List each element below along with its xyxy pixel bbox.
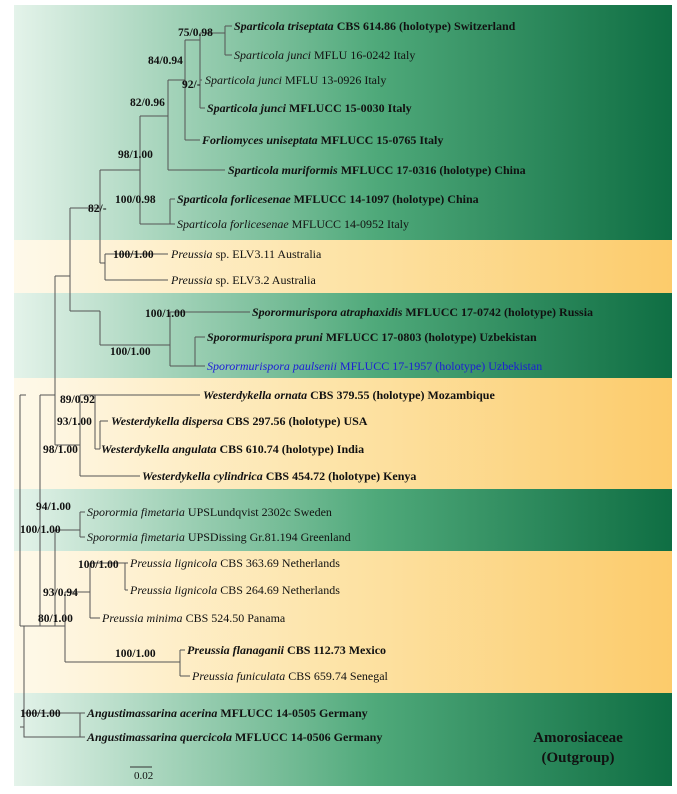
taxon-voucher: sp. ELV3.11 Australia (212, 247, 322, 261)
taxon-name: Sparticola junci (234, 48, 311, 62)
taxon-name: Sparticola forlicesenae (177, 192, 291, 206)
support-value: 98/1.00 (43, 444, 78, 456)
taxon-name: Preussia flanaganii (187, 643, 285, 657)
taxon-name: Preussia lignicola (130, 583, 218, 597)
taxon-voucher: CBS 610.74 (holotype) India (216, 442, 365, 456)
scale-bar-label: 0.02 (134, 770, 154, 782)
support-value: 82/0.96 (130, 97, 165, 109)
support-value: 92/- (182, 79, 201, 91)
taxon-voucher: MFLUCC 17-0742 (holotype) Russia (402, 305, 594, 319)
taxon-label (207, 330, 537, 344)
taxon-label (203, 388, 495, 402)
taxon-name: Preussia funiculata (192, 669, 286, 683)
taxon-voucher: UPSDissing Gr.81.194 Greenland (184, 530, 351, 544)
taxon-voucher: MFLUCC 15-0765 Italy (317, 133, 444, 147)
taxon-label (191, 669, 389, 683)
taxon-label (142, 469, 416, 483)
taxon-voucher: CBS 112.73 Mexico (284, 643, 387, 657)
taxon-label (187, 643, 386, 657)
taxon-voucher: UPSLundqvist 2302c Sweden (184, 505, 332, 519)
taxon-voucher: MFLUCC 17-1957 (holotype) Uzbekistan (336, 359, 543, 373)
taxon-label (177, 192, 479, 206)
support-value: 100/1.00 (115, 648, 156, 660)
taxon-label (234, 19, 516, 33)
taxon-voucher: MFLUCC 17-0803 (holotype) Uzbekistan (322, 330, 537, 344)
support-value: 75/0.98 (178, 27, 213, 39)
taxon-name: Sporormurispora pruni (207, 330, 323, 344)
support-value: 100/1.00 (145, 308, 186, 320)
taxon-voucher: CBS 659.74 Senegal (285, 669, 388, 683)
taxon-name: Angustimassarina acerina (87, 706, 218, 720)
taxon-name: Preussia minima (102, 611, 183, 625)
taxon-voucher: CBS 264.69 Netherlands (217, 583, 340, 597)
taxon-name: Westerdykella angulata (101, 442, 217, 456)
outgroup-label-line2: (Outgroup) (541, 750, 615, 766)
taxon-name: Angustimassarina quercicola (87, 730, 233, 744)
support-value: 94/1.00 (36, 501, 71, 513)
scale-bar (130, 767, 153, 782)
taxon-label (207, 359, 542, 373)
taxon-voucher: CBS 454.72 (holotype) Kenya (262, 469, 417, 483)
taxon-name: Sparticola junci (205, 73, 282, 87)
support-value: 100/1.00 (110, 346, 151, 358)
taxon-voucher: CBS 297.56 (holotype) USA (223, 414, 368, 428)
support-value: 89/0.92 (60, 394, 95, 406)
taxon-voucher: CBS 524.50 Panama (182, 611, 286, 625)
support-value: 100/0.98 (115, 194, 156, 206)
taxon-name: Sporormurispora paulsenii (207, 359, 337, 373)
taxon-label (86, 730, 382, 744)
taxon-label (101, 611, 286, 625)
taxon-label (234, 48, 415, 62)
support-value: 93/1.00 (57, 416, 92, 428)
taxon-voucher: MFLUCC 14-0506 Germany (232, 730, 383, 744)
taxon-name: Westerdykella ornata (203, 388, 308, 402)
taxon-label (86, 706, 368, 720)
support-value: 100/1.00 (20, 524, 61, 536)
support-value: 84/0.94 (148, 55, 183, 67)
taxon-voucher: MFLUCC 17-0316 (holotype) China (337, 163, 526, 177)
taxon-label (170, 273, 316, 287)
taxon-voucher: MFLUCC 15-0030 Italy (286, 101, 412, 115)
taxon-name: Sparticola junci (207, 101, 287, 115)
taxon-name: Sporormurispora atraphaxidis (252, 305, 403, 319)
outgroup-label-line1: Amorosiaceae (533, 730, 623, 746)
support-value: 98/1.00 (118, 149, 153, 161)
taxon-voucher: MFLUCC 14-0952 Italy (288, 217, 409, 231)
taxon-label (205, 73, 386, 87)
taxon-name: Preussia lignicola (130, 556, 218, 570)
support-value: 80/1.00 (38, 613, 73, 625)
taxon-name: Sparticola forlicesenae (177, 217, 289, 231)
taxon-name: Preussia (171, 273, 213, 287)
taxon-label (170, 247, 322, 261)
support-value: 100/1.00 (78, 559, 119, 571)
taxon-name: Sporormia fimetaria (87, 530, 185, 544)
taxon-label (228, 163, 526, 177)
taxon-label (201, 133, 443, 147)
taxon-label (101, 442, 364, 456)
taxon-voucher: CBS 363.69 Netherlands (217, 556, 340, 570)
taxon-voucher: MFLU 13-0926 Italy (282, 73, 387, 87)
taxon-label (129, 583, 340, 597)
taxon-label (129, 556, 340, 570)
taxon-name: Westerdykella dispersa (111, 414, 224, 428)
taxon-label (252, 305, 593, 319)
taxon-voucher: MFLUCC 14-0505 Germany (217, 706, 368, 720)
taxon-voucher: sp. ELV3.2 Australia (212, 273, 316, 287)
taxon-voucher: MFLUCC 14-1097 (holotype) China (290, 192, 479, 206)
taxon-name: Sparticola triseptata (234, 19, 334, 33)
support-value: 100/1.00 (20, 708, 61, 720)
taxon-name: Westerdykella cylindrica (142, 469, 263, 483)
taxon-voucher: CBS 379.55 (holotype) Mozambique (307, 388, 495, 402)
taxon-name: Sporormia fimetaria (87, 505, 185, 519)
taxon-name: Forliomyces uniseptata (202, 133, 318, 147)
taxon-label (87, 530, 351, 544)
taxon-label (177, 217, 409, 231)
support-value: 82/- (88, 203, 107, 215)
taxon-label (87, 505, 332, 519)
taxon-voucher: CBS 614.86 (holotype) Switzerland (333, 19, 516, 33)
taxon-voucher: MFLU 16-0242 Italy (311, 48, 416, 62)
support-value: 93/0.94 (43, 587, 78, 599)
taxon-name: Preussia (171, 247, 213, 261)
taxon-name: Sparticola muriformis (228, 163, 338, 177)
taxon-label (111, 414, 368, 428)
taxon-label (207, 101, 412, 115)
support-value: 100/1.00 (113, 249, 154, 261)
band-preussia-australia (14, 240, 672, 293)
